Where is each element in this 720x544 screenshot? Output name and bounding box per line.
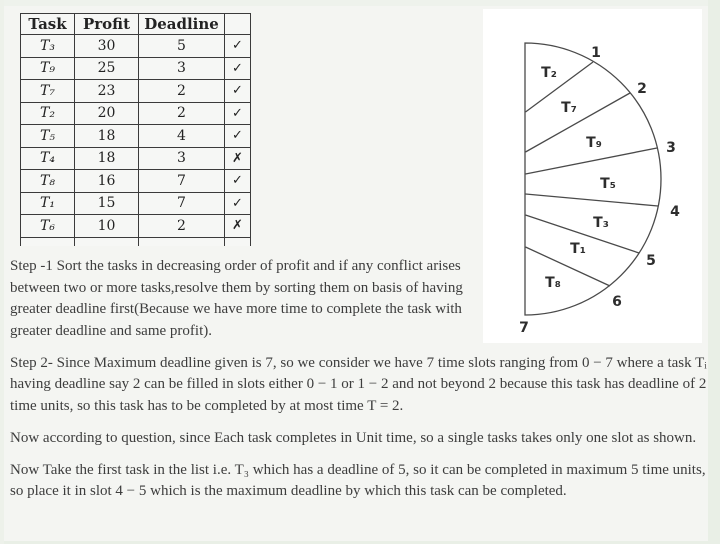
deadline-cell: 7 [139,170,225,193]
profit-cell: 10 [75,215,139,238]
header-status [225,14,251,35]
slot-label-3: 3 [666,140,676,156]
slot-divider-line [526,148,658,174]
paragraph-unit-time: Now according to question, since Each task completes in Unit time, so a single tasks takes only one slot as shown. [10,429,697,446]
status-cell: ✗ [225,215,251,238]
deadline-cell: 3 [139,57,225,80]
task-cell: T₈ [21,170,75,193]
paragraph-step-1: Step -1 Sort the tasks in decreasing order of profit and if any conflict arises between two or more tasks,resolve them by sorting them on basis of having greater deadline first(Because we have more time to complete the task with greater deadline and same profit). [10,258,463,339]
paragraph-step-2: Step 2- Since Maximum deadline given is 7, so we consider we have 7 time slots ranging from 0 − 7 where a task Tᵢ having deadline say 2 can be filled in slots either 0 − 1 or 1 − 2 and not beyond 2 because this task has deadline of 2 time units, so this task has to be completed by at most time T = 2. [10,354,707,414]
task-cell: T₆ [21,215,75,238]
page-edge-top [0,0,720,6]
table-row [21,125,251,148]
table-header-row [21,14,251,35]
slot-divider-line [526,194,659,206]
wedge-label-t1: T₁ [570,241,586,257]
profit-cell: 23 [75,80,139,103]
slot-label-2: 2 [637,81,647,97]
slot-label-7: 7 [519,320,529,336]
slot-divider-line [526,93,631,152]
status-cell: ✓ [225,80,251,103]
table-row [21,102,251,125]
slot-label-1: 1 [591,45,601,61]
status-cell: ✓ [225,57,251,80]
task-cell: T₁ [21,192,75,215]
slot-label-6: 6 [612,294,622,310]
profit-cell: 16 [75,170,139,193]
status-cell: ✓ [225,192,251,215]
header-task: Task [21,14,75,35]
task-cell: T₉ [21,57,75,80]
deadline-cell: 2 [139,102,225,125]
wedge-label-t7: T₇ [561,100,577,116]
header-profit: Profit [75,14,139,35]
profit-cell: 30 [75,35,139,58]
slot-label-4: 4 [670,204,680,220]
table-row [21,170,251,193]
task-profit-deadline-table [20,13,251,246]
status-cell: ✓ [225,35,251,58]
task-cell: T₄ [21,147,75,170]
deadline-cell: 2 [139,80,225,103]
table-row [21,80,251,103]
wedge-label-t9: T₉ [586,135,602,151]
status-cell: ✓ [225,125,251,148]
deadline-cell: 7 [139,192,225,215]
page-edge-left [0,0,4,544]
status-cell: ✗ [225,147,251,170]
task-cell: T₇ [21,80,75,103]
status-cell: ✓ [225,170,251,193]
profit-cell: 20 [75,102,139,125]
table-row [21,35,251,58]
task-cell: T₃ [21,35,75,58]
profit-cell: 15 [75,192,139,215]
slot-divider-line [526,62,594,112]
task-cell: T₂ [21,102,75,125]
slot-label-5: 5 [646,253,656,269]
header-deadline: Deadline [139,14,225,35]
wedge-label-t5: T₅ [600,176,616,192]
paragraph-first-task: Now Take the first task in the list i.e. T₃ which has a deadline of 5, so it can be completed in maximum 5 time units, so place it in slot 4 − 5 which is the maximum deadline by which this task can be completed. [10,461,706,499]
task-cell: T₅ [21,125,75,148]
profit-cell: 18 [75,147,139,170]
table-cropped-stub-row [21,237,251,246]
wedge-label-t2: T₂ [541,65,557,81]
status-cell: ✓ [225,102,251,125]
profit-cell: 25 [75,57,139,80]
explanation-text [10,256,712,513]
deadline-cell: 3 [139,147,225,170]
deadline-cell: 2 [139,215,225,238]
deadline-cell: 5 [139,35,225,58]
table-row [21,192,251,215]
table-row [21,215,251,238]
wedge-label-t3: T₃ [593,215,609,231]
deadline-cell: 4 [139,125,225,148]
profit-cell: 18 [75,125,139,148]
wedge-label-t8: T₈ [545,275,561,291]
table-row [21,147,251,170]
table-row [21,57,251,80]
